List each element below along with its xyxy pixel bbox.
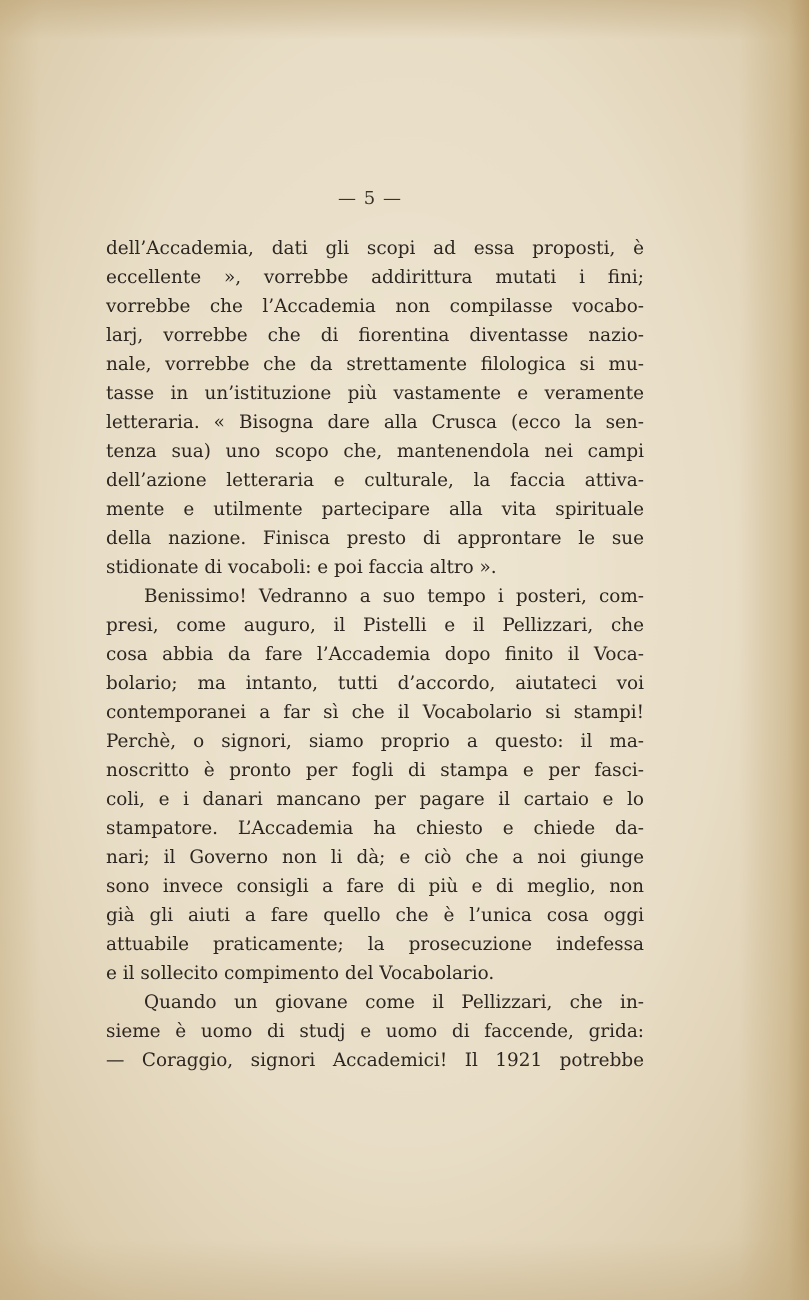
page-edge-right-shading — [739, 0, 809, 1300]
text-line: nari; il Governo non li dà; e ciò che a noi giunge — [106, 847, 644, 868]
text-line: larj, vorrebbe che di fiorentina diventasse nazio- — [106, 325, 644, 346]
page-number: — 5 — — [338, 188, 402, 209]
text-line: Perchè, o signori, siamo proprio a questo: il ma- — [106, 731, 644, 752]
text-line: vorrebbe che l’Accademia non compilasse vocabo- — [106, 296, 644, 317]
text-line: cosa abbia da fare l’Accademia dopo finito il Voca- — [106, 644, 644, 665]
text-line: attuabile praticamente; la prosecuzione indefessa — [106, 934, 644, 955]
text-line: contemporanei a far sì che il Vocabolario si stampi! — [106, 702, 644, 723]
text-line: letteraria. « Bisogna dare alla Crusca (ecco la sen- — [106, 412, 644, 433]
text-line: bolario; ma intanto, tutti d’accordo, aiutateci voi — [106, 673, 644, 694]
text-line: e il sollecito compimento del Vocabolario. — [106, 963, 495, 984]
text-line: dell’azione letteraria e culturale, la faccia attiva- — [106, 470, 644, 491]
text-line: noscritto è pronto per fogli di stampa e per fasci- — [106, 760, 644, 781]
text-line: nale, vorrebbe che da strettamente filologica si mu- — [106, 354, 644, 375]
text-line: tenza sua) uno scopo che, mantenendola nei campi — [106, 441, 644, 462]
text-line: stidionate di vocaboli: e poi faccia altro ». — [106, 557, 497, 578]
text-line: presi, come auguro, il Pistelli e il Pellizzari, che — [106, 615, 644, 636]
text-line: — Coraggio, signori Accademici! Il 1921 potrebbe — [106, 1050, 644, 1071]
text-line: Benissimo! Vedranno a suo tempo i posteri, com- — [144, 586, 644, 607]
text-line: Quando un giovane come il Pellizzari, che in- — [144, 992, 644, 1013]
text-line: eccellente », vorrebbe addirittura mutati i fini; — [106, 267, 644, 288]
body-text — [106, 234, 644, 1075]
text-line: sieme è uomo di studj e uomo di faccende, grida: — [106, 1021, 644, 1042]
page-edge-bottom-shading — [0, 1240, 809, 1300]
text-line: dell’Accademia, dati gli scopi ad essa proposti, è — [106, 238, 644, 259]
page-edge-top-shading — [0, 0, 809, 40]
text-line: tasse in un’istituzione più vastamente e veramente — [106, 383, 644, 404]
text-line: stampatore. L’Accademia ha chiesto e chiede da- — [106, 818, 644, 839]
text-line: mente e utilmente partecipare alla vita spirituale — [106, 499, 644, 520]
text-line: della nazione. Finisca presto di approntare le sue — [106, 528, 644, 549]
text-line: già gli aiuti a fare quello che è l’unica cosa oggi — [106, 905, 644, 926]
text-line: coli, e i danari mancano per pagare il cartaio e lo — [106, 789, 644, 810]
text-line: sono invece consigli a fare di più e di meglio, non — [106, 876, 644, 897]
